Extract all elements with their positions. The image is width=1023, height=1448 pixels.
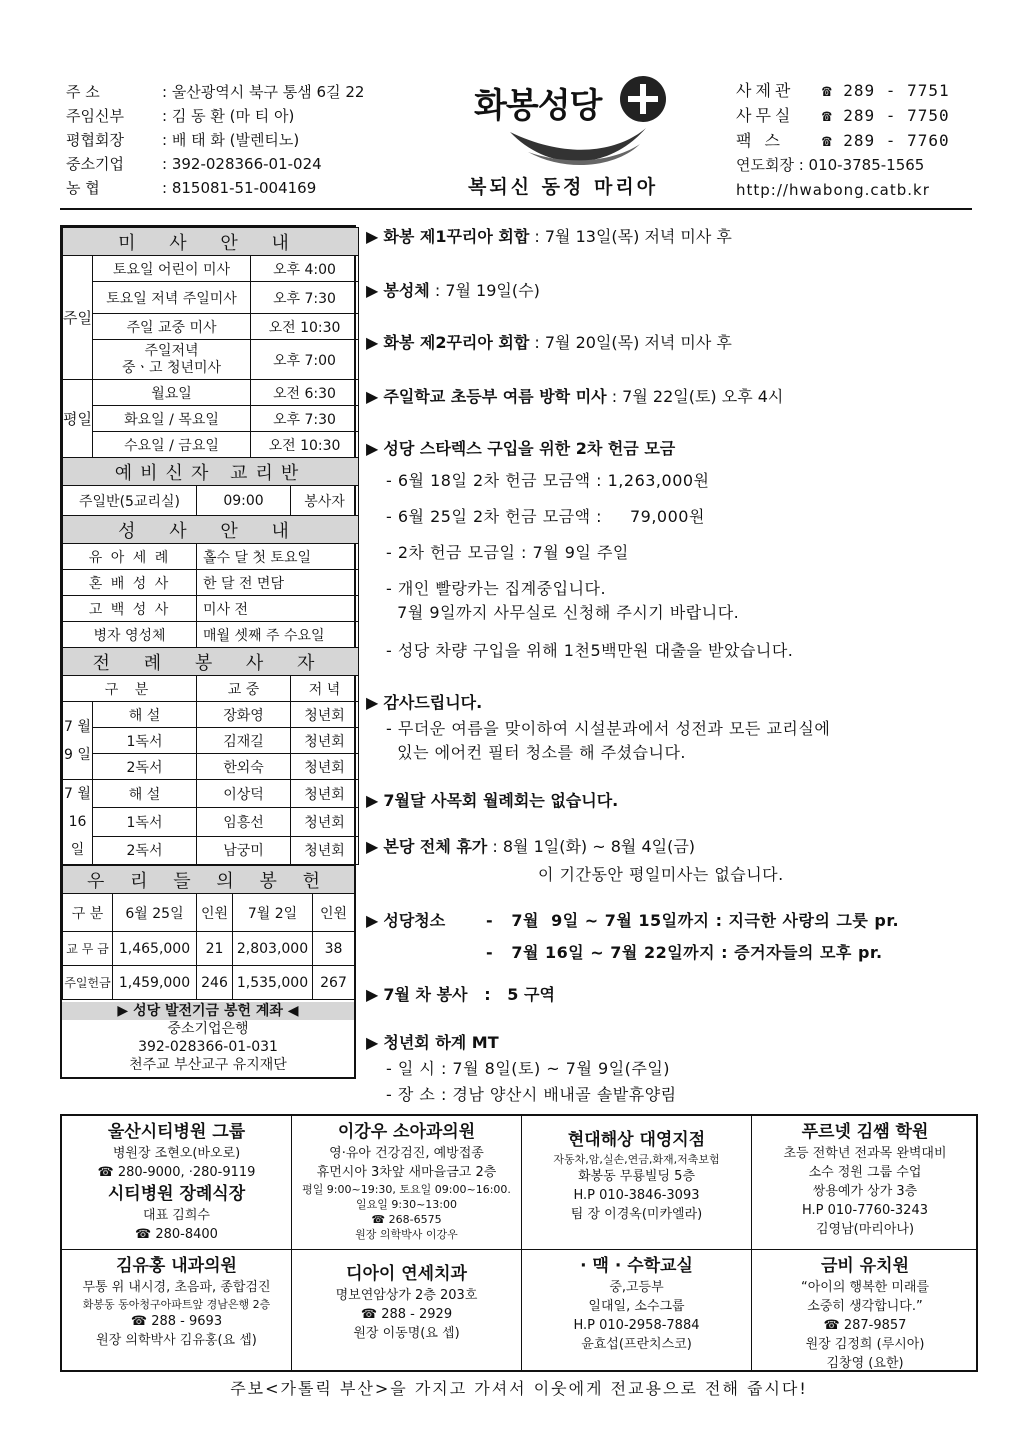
notice-item: ▶ 본당 전체 휴가 : 8월 1일(화) ~ 8월 4일(금)	[366, 837, 696, 856]
header-contacts: 사제관 ☎ 289 - 7751 사무실 ☎ 289 - 7750 팩 스 ☎ 289 - 7760 연도회장 : 010-3785-1565 http://hwabong.catb.kr	[736, 78, 986, 203]
footer-message: 주보<가톨릭 부산>을 가지고 가셔서 이웃에게 전교용으로 전해 줍시다!	[230, 1379, 808, 1398]
ad-box: · 맥 · 수학교실 중,고등부 일대일, 소수그룹 H.P 010-2958-7884 윤효섭(프란치스코)	[522, 1250, 752, 1370]
catechumen-title: 예비신자 교리반	[63, 458, 359, 486]
notice-item: ▶ 봉성체 : 7월 19일(수)	[366, 281, 540, 300]
logo-title: 화봉성당	[474, 86, 602, 126]
notice-item: ▶ 화봉 제2꾸리아 회합 : 7월 20일(목) 저녁 미사 후	[366, 333, 732, 352]
church-logo	[468, 70, 668, 210]
ad-box: 이강우 소아과의원 영·유아 건강검진, 예방접종 휴먼시아 3차앞 새마을금고 2층 평일 9:00~19:30, 토요일 09:00~16:00. 일요일 9:30~13:00 ☎ 268-6575 원장 의학박사 이강우	[292, 1116, 522, 1250]
website-url[interactable]: http://hwabong.catb.kr	[736, 181, 930, 199]
liturgy-title: 전 례 봉 사 자	[63, 648, 359, 676]
ad-box: 금비 유치원 “아이의 행복한 미래를 소중히 생각합니다.” ☎ 287-9857 원장 김정희 (루시아) 김창영 (요한)	[800, 1256, 930, 1371]
sacrament-title: 성 사 안 내	[63, 516, 359, 544]
notice-item: ▶ 성당 스타렉스 구입을 위한 2차 헌금 모금	[366, 439, 676, 458]
mass-title: 미 사 안 내	[63, 228, 359, 256]
notice-item: ▶ 7월달 사목회 월례회는 없습니다.	[366, 791, 619, 810]
offering-title: 우 리 들 의 봉 헌	[63, 866, 355, 894]
yeondo-phone: 연도회장 : 010-3785-1565	[736, 156, 925, 174]
cross-icon	[620, 76, 666, 122]
header-divider	[60, 208, 972, 210]
header-info: 주 소 : 울산광역시 북구 통샘 6길 22 주임신부 : 김 동 환 (마 티 아) 평협회장 : 배 태 화 (발렌티노) 중소기업 : 392-028366-01-024 농 협 : 815081-51-004169	[66, 83, 365, 197]
ad-box: 현대해상 대영지점 자동차,암,실손,연금,화재,저축보험 화봉동 무룡빌딩 5층 H.P 010-3846-3093 팀 장 이경옥(미카엘라)	[522, 1116, 752, 1250]
notice-item: ▶ 주일학교 초등부 여름 방학 미사 : 7월 22일(토) 오후 4시	[366, 387, 784, 406]
notice-item: ▶ 화봉 제1꾸리아 회합 : 7월 13일(목) 저녁 미사 후	[366, 227, 732, 246]
swoosh-icon	[508, 122, 648, 172]
logo-subtitle: 복되신 동정 마리아	[468, 176, 659, 198]
left-info-table: 미 사 안 내 주일 토요일 어린이 미사 오후 4:00 토요일 저녁 주일미사 오후 7:30 주일 교중 미사 오전 10:30 주일저녁 중ㆍ고 청년미사 오후 7:00 평일 월요일 오전 6:30 화요일 / 목요일 오후 7:30 수요일 / 금요일 오전 10:30 예비신자 교리반 주일반(5교리실) 09:00 봉사자 성 사 안 내 유 아 세 례 홀수 달 첫 토요일 혼 배 성 사 한 달 전 면담 고 백 성 사 미사 전 병자 영성체 매월 셋째 주 수요일 전 례 봉 사 자 구 분 교 중 저 녁 7 월 9 일 해 설 장화영 청년회 1독서 김재길 청년회 2독서 한외숙 청년회 7 월 16 일 해 설 이상덕 청년회 1독서 임흥선 청년회 2독서 남궁미 청년회 우 리 들 의 봉 헌 구 분 6월 25일 인원 7월 2일 인원 교 무 금 1,465,000 21 2,803,000 38 주일헌금 1,459,000 246 1,535,000 267 ▶ 성당 발전기금 봉헌 계좌 ◀ 중소기업은행 392-028366-01-031 천주교 부산교구 유지재단	[60, 225, 356, 1079]
notice-item: ▶ 청년회 하계 MT	[366, 1033, 499, 1052]
ad-box: 김유홍 내과의원 무통 위 내시경, 초음파, 종합검진 화봉동 동아청구아파트앞 경남은행 2층 ☎ 288 - 9693 원장 의학박사 김유홍(요 셉)	[62, 1250, 292, 1370]
ad-box: 디아이 연세치과 명보연암상가 2층 203호 ☎ 288 - 2929 원장 이동명(요 셉)	[292, 1250, 522, 1370]
notice-item: ▶ 감사드립니다.	[366, 693, 483, 712]
sunday-label: 주일	[63, 256, 93, 380]
notice-item: ▶ 성당청소	[366, 911, 446, 930]
notice-item: ▶ 7월 차 봉사 : 5 구역	[366, 985, 555, 1004]
ad-box: 울산시티병원 그룹 병원장 조현오(바오로) ☎ 280-9000, ·280-9119 시티병원 장례식장 대표 김희수 ☎ 280-8400	[62, 1116, 292, 1250]
fund-account: ▶ 성당 발전기금 봉헌 계좌 ◀ 중소기업은행 392-028366-01-031 천주교 부산교구 유지재단	[62, 1000, 354, 1077]
ads-grid	[60, 1114, 978, 1372]
weekday-label: 평일	[63, 380, 93, 458]
ad-box: 푸르넷 김쌤 학원 초등 전학년 전과목 완벽대비 소수 정원 그룹 수업 쌍용예가 상가 3층 H.P 010-7760-3243 김영남(마리아나)	[752, 1116, 978, 1250]
